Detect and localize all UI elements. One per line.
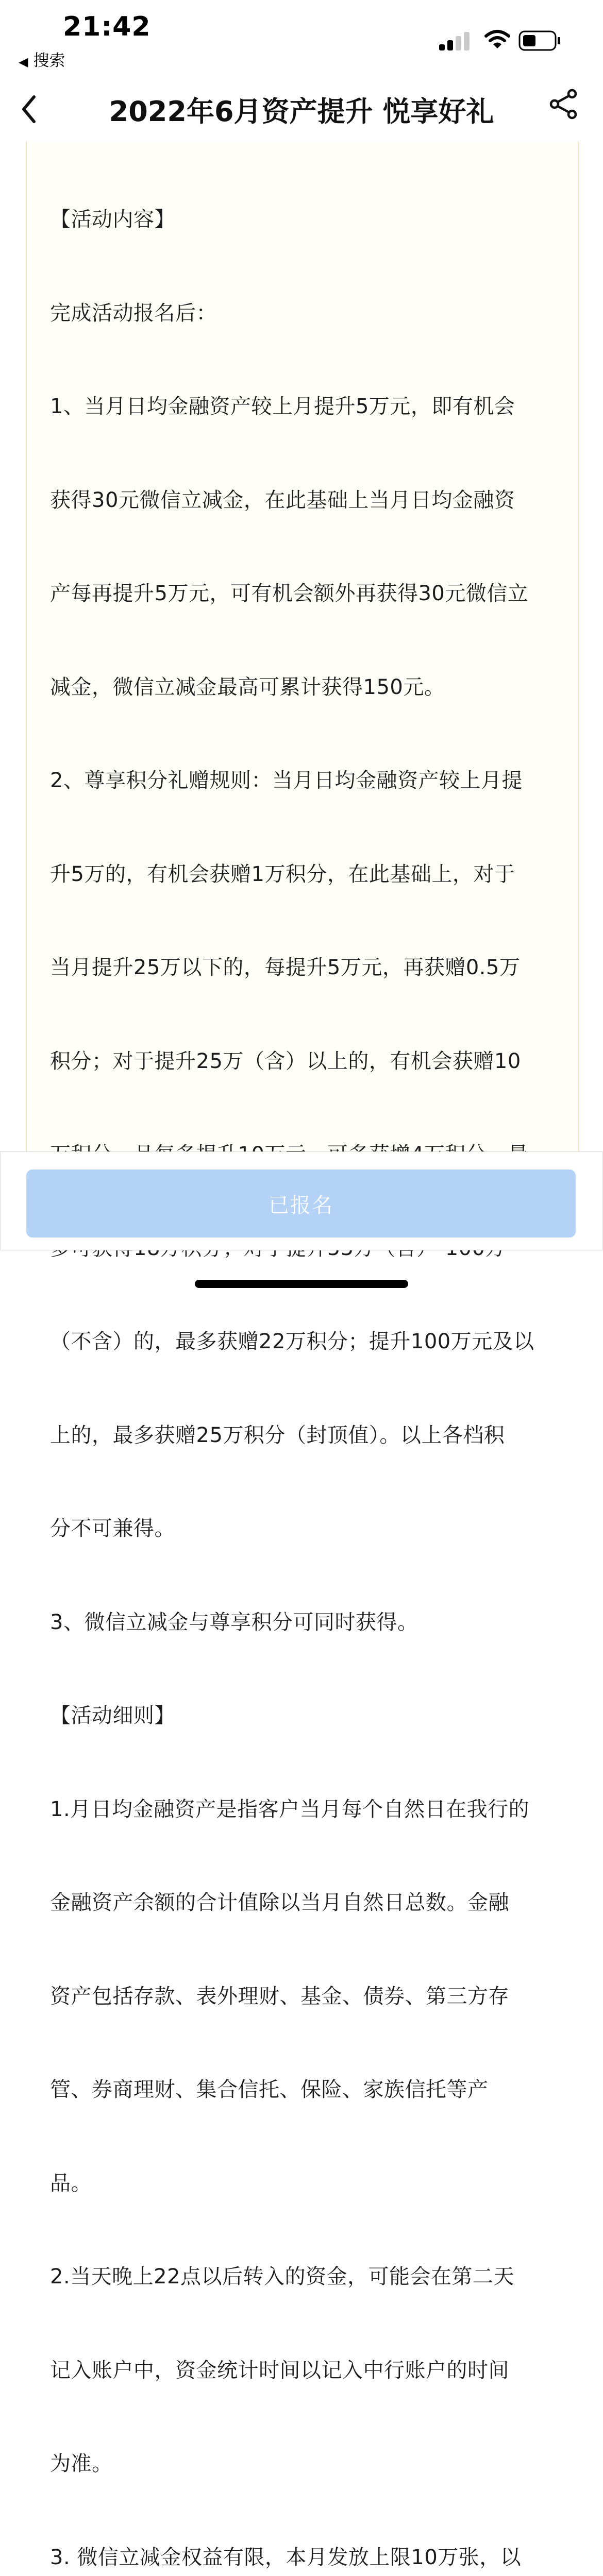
- rule-line: 获得30元微信立减金，在此基础上当月日均金融资: [50, 488, 515, 512]
- rule-line: 当月提升25万以下的，每提升5万元，再获赠0.5万: [50, 956, 521, 979]
- rule-line: 升5万的，有机会获赠1万积分，在此基础上，对于: [50, 862, 515, 886]
- rule-line: 为准。: [50, 2452, 113, 2476]
- rule-line: 3、微信立减金与尊享积分可同时获得。: [50, 1610, 418, 1634]
- status-bar: [0, 0, 603, 77]
- cellular-signal-icon: [439, 31, 470, 50]
- rule-line: 上的，最多获赠25万积分（封顶值）。以上各档积: [50, 1423, 505, 1447]
- page-title: 2022年6月资产提升 悦享好礼: [109, 95, 494, 128]
- rule-line: 2、尊享积分礼赠规则：当月日均金融资产较上月提: [50, 769, 523, 792]
- activity-rules-text: [50, 142, 560, 2576]
- battery-icon: [518, 30, 562, 52]
- rule-line: 资产包括存款、表外理财、基金、债券、第三方存: [50, 1984, 509, 2008]
- registered-button[interactable]: 已报名: [26, 1170, 576, 1238]
- rule-line: 【活动内容】: [50, 208, 175, 231]
- back-to-app-link[interactable]: [19, 47, 65, 71]
- home-indicator[interactable]: [195, 1280, 408, 1288]
- rule-line: 金融资产余额的合计值除以当月自然日总数。金融: [50, 1891, 509, 1914]
- rule-line: 减金，微信立减金最高可累计获得150元。: [50, 675, 445, 699]
- rule-line: 1.月日均金融资产是指客户当月每个自然日在我行的: [50, 1797, 530, 1821]
- rule-line: （不含）的，最多获赠22万积分；提升100万元及以: [50, 1330, 534, 1353]
- rule-line: 管、券商理财、集合信托、保险、家族信托等产: [50, 2078, 489, 2102]
- share-icon[interactable]: [548, 89, 579, 120]
- rule-line: 记入账户中，资金统计时间以记入中行账户的时间: [50, 2358, 509, 2382]
- back-to-app-label: 搜索: [33, 52, 65, 70]
- rule-line: 产每再提升5万元，可有机会额外再获得30元微信立: [50, 582, 529, 605]
- triangle-left-icon: ◀: [19, 55, 28, 69]
- nav-header: [0, 77, 603, 144]
- rule-line: 完成活动报名后：: [50, 301, 217, 325]
- bottom-action-bar: [0, 1151, 603, 1250]
- wifi-icon: [484, 29, 510, 50]
- rule-line: 【活动细则】: [50, 1704, 175, 1727]
- rule-line: 品。: [50, 2171, 92, 2195]
- rule-line: 3. 微信立减金权益有限，本月发放上限10万张，以: [50, 2545, 522, 2569]
- rule-line: 积分；对于提升25万（含）以上的，有机会获赠10: [50, 1049, 521, 1073]
- rule-line: 2.当天晚上22点以后转入的资金，可能会在第二天: [50, 2265, 515, 2289]
- status-time: 21:42: [63, 11, 151, 42]
- rule-line: 分不可兼得。: [50, 1517, 175, 1540]
- rule-line: 1、当月日均金融资产较上月提升5万元，即有机会: [50, 395, 515, 418]
